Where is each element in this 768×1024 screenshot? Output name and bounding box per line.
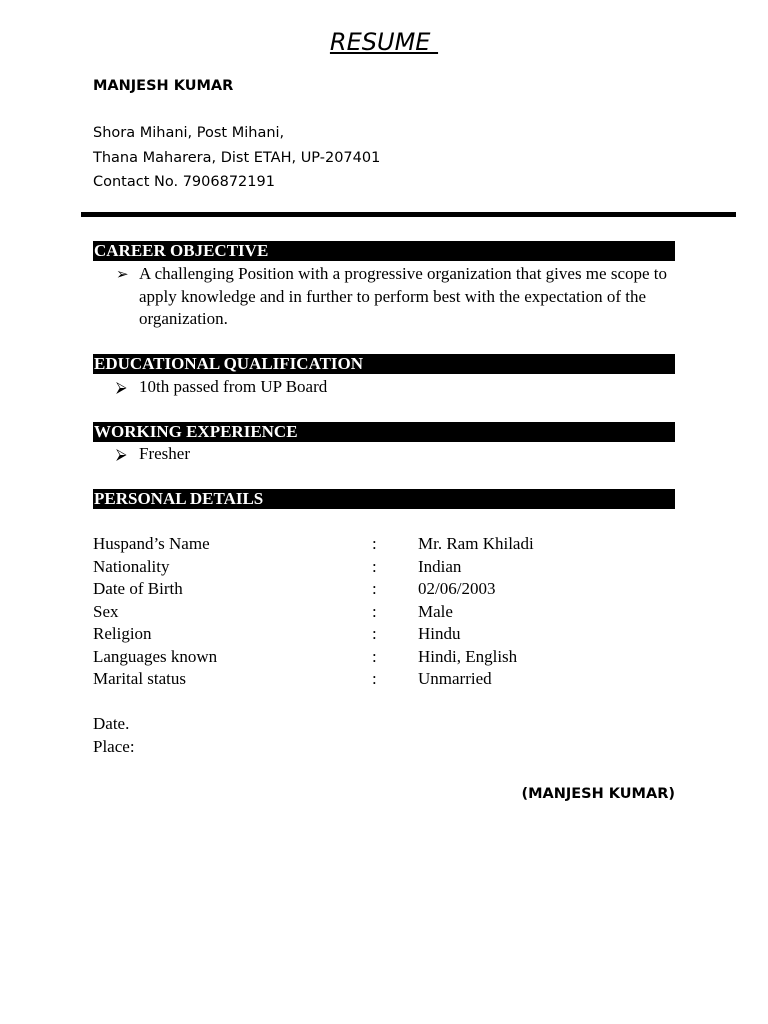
arrow-bullet-icon: ⮚	[116, 378, 127, 396]
signature-name: (MANJESH KUMAR)	[521, 786, 675, 802]
contact-number: Contact No. 7906872191	[93, 174, 275, 190]
personal-detail-row	[93, 668, 693, 691]
detail-label: Languages known	[93, 646, 218, 666]
detail-separator: :	[372, 601, 377, 621]
personal-detail-row	[93, 533, 693, 556]
date-label: Date.	[93, 714, 130, 733]
career-objective-text: A challenging Position with a progressive organization that gives me scope to apply knowledge and in further to perform best with the expectation of the organization.	[139, 264, 668, 328]
candidate-name: MANJESH KUMAR	[93, 78, 234, 94]
detail-separator: :	[372, 669, 377, 688]
detail-label: Religion	[93, 624, 152, 643]
section-heading-experience: WORKING EXPERIENCE	[93, 422, 675, 442]
arrow-bullet-icon: ➢	[116, 265, 129, 283]
detail-label: Nationality	[93, 556, 170, 576]
address-line-2: Thana Maharera, Dist ETAH, UP-207401	[93, 150, 381, 166]
detail-separator: :	[372, 646, 377, 666]
detail-separator: :	[372, 624, 377, 643]
personal-detail-row	[93, 556, 693, 579]
section-heading-education: EDUCATIONAL QUALIFICATION	[93, 354, 675, 374]
detail-separator: :	[372, 579, 377, 598]
personal-detail-row	[93, 601, 693, 624]
place-label: Place:	[93, 736, 135, 756]
detail-value: Hindu	[418, 624, 461, 643]
detail-value: Male	[418, 601, 453, 621]
arrow-bullet-icon: ⮚	[116, 445, 127, 463]
detail-label: Huspand’s Name	[93, 534, 210, 553]
section-heading-career-objective: CAREER OBJECTIVE	[93, 241, 675, 261]
header-divider	[81, 212, 736, 217]
detail-value: Mr. Ram Khiladi	[418, 534, 534, 553]
detail-value: 02/06/2003	[418, 579, 496, 598]
section-heading-personal-details: PERSONAL DETAILS	[93, 489, 675, 509]
detail-label: Marital status	[93, 669, 187, 688]
detail-value: Hindi, English	[418, 646, 518, 666]
detail-separator: :	[372, 556, 377, 576]
detail-value: Indian	[418, 556, 462, 576]
detail-value: Unmarried	[418, 669, 492, 688]
document-title: RESUME	[329, 28, 439, 56]
education-item: 10th passed from UP Board	[139, 377, 328, 396]
detail-label: Date of Birth	[93, 579, 183, 598]
experience-item: Fresher	[139, 444, 190, 463]
detail-label: Sex	[93, 601, 119, 621]
address-line-1: Shora Mihani, Post Mihani,	[93, 125, 285, 141]
personal-detail-row	[93, 623, 693, 646]
personal-detail-row	[93, 578, 693, 601]
detail-separator: :	[372, 534, 377, 553]
personal-detail-row	[93, 646, 693, 669]
